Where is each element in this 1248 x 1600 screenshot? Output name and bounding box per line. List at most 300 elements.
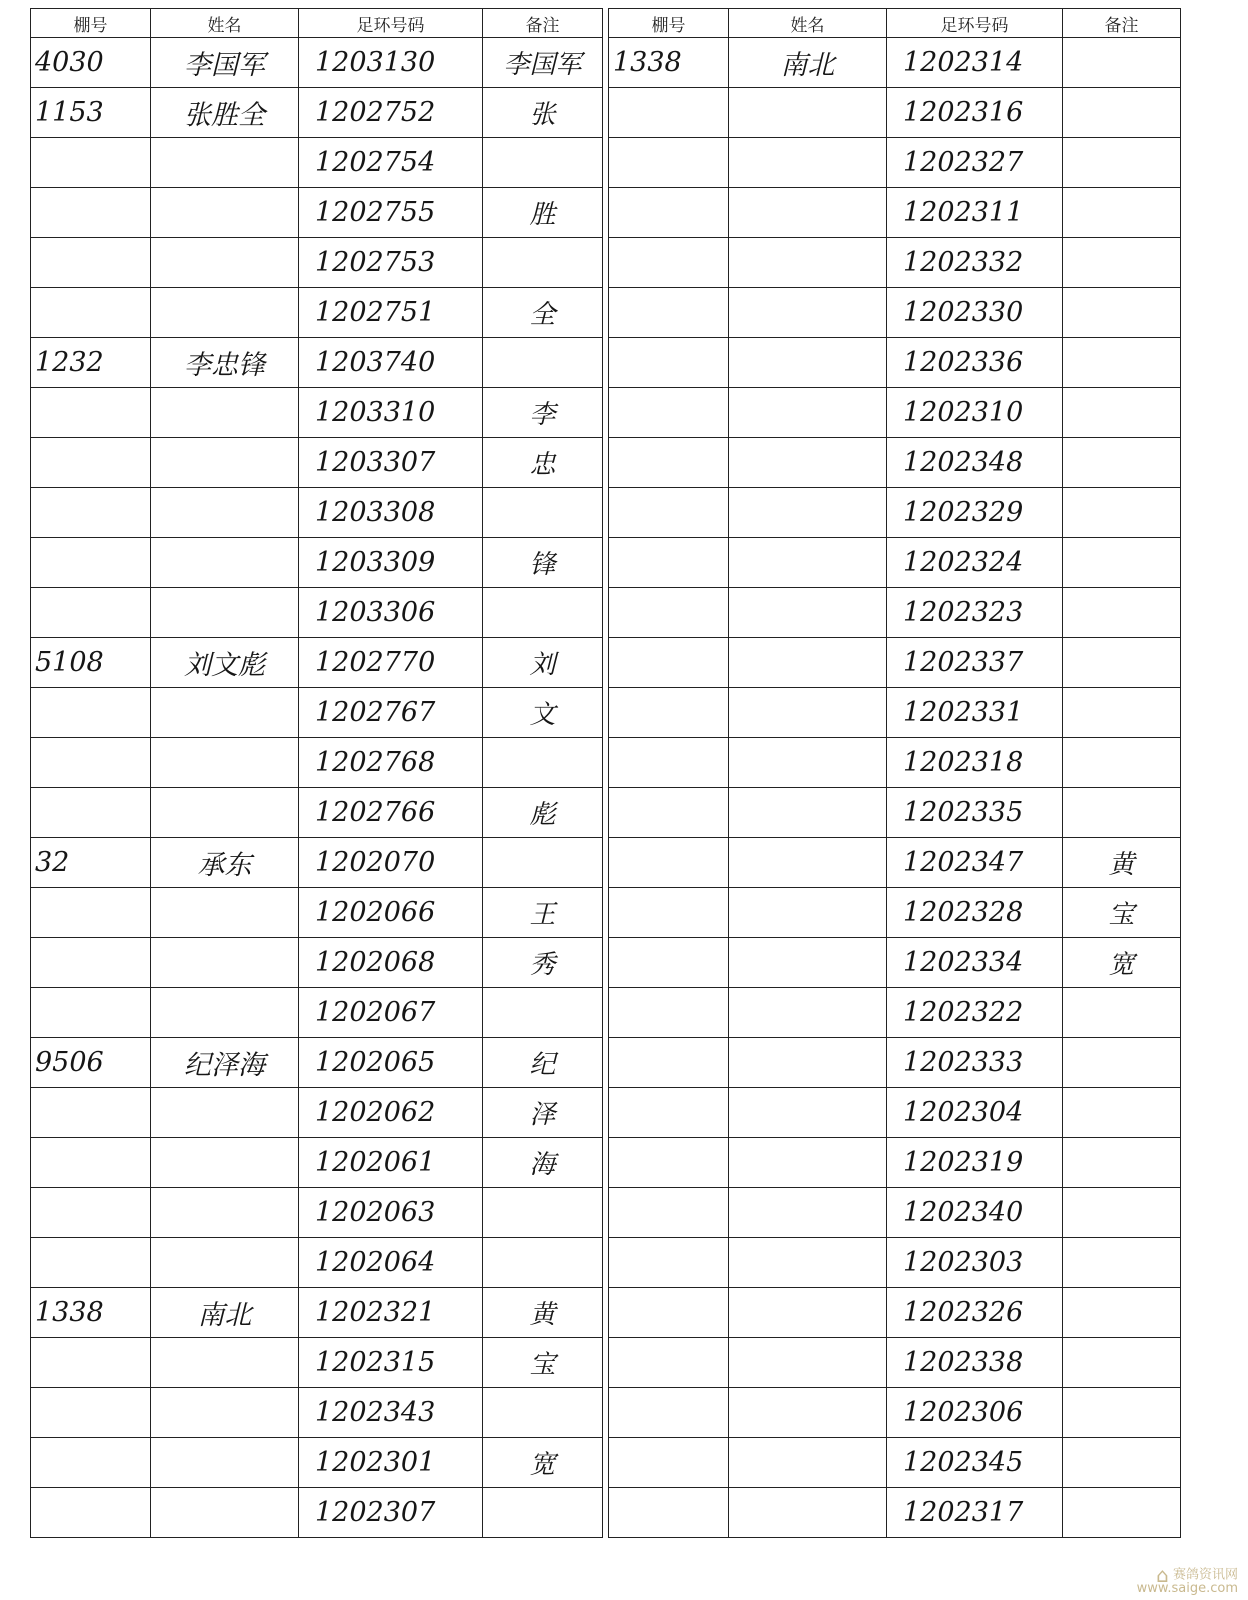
cell-ring: 1202314 [887, 38, 1063, 88]
cell-name [151, 1488, 299, 1538]
cell-ring: 1202067 [299, 988, 483, 1038]
cell-ring: 1202768 [299, 738, 483, 788]
cell-shed: 1153 [31, 88, 151, 138]
cell-shed [31, 738, 151, 788]
cell-shed [31, 238, 151, 288]
table-row [31, 1488, 603, 1538]
cell-name [151, 788, 299, 838]
table-row [609, 588, 1181, 638]
cell-name [151, 988, 299, 1038]
cell-note [1063, 1038, 1181, 1088]
cell-shed [609, 738, 729, 788]
cell-shed [609, 1438, 729, 1488]
table-row [609, 38, 1181, 88]
cell-ring: 1202063 [299, 1188, 483, 1238]
table-row [31, 1238, 603, 1288]
table-row [31, 538, 603, 588]
table-row [31, 1188, 603, 1238]
cell-shed [609, 788, 729, 838]
cell-name [151, 1338, 299, 1388]
cell-note [483, 988, 603, 1038]
cell-name [729, 1038, 887, 1088]
cell-note [483, 238, 603, 288]
cell-shed [609, 488, 729, 538]
cell-name [729, 238, 887, 288]
cell-shed [609, 1088, 729, 1138]
cell-shed [609, 1488, 729, 1538]
cell-name [729, 588, 887, 638]
cell-ring: 1202337 [887, 638, 1063, 688]
cell-ring: 1203307 [299, 438, 483, 488]
table-row [31, 888, 603, 938]
table-row [609, 1338, 1181, 1388]
table-row [609, 1038, 1181, 1088]
cell-note [1063, 1388, 1181, 1438]
cell-ring: 1202751 [299, 288, 483, 338]
cell-name [729, 488, 887, 538]
table-row [609, 1138, 1181, 1188]
cell-ring: 1202333 [887, 1038, 1063, 1088]
cell-name [729, 438, 887, 488]
table-row [609, 338, 1181, 388]
cell-shed [31, 1238, 151, 1288]
watermark [1136, 1562, 1238, 1597]
cell-name [151, 438, 299, 488]
table-row [31, 288, 603, 338]
cell-note: 纪 [483, 1038, 603, 1088]
table-row [31, 1138, 603, 1188]
table-row [31, 1038, 603, 1088]
cell-ring: 1203306 [299, 588, 483, 638]
cell-note [1063, 538, 1181, 588]
cell-note [483, 588, 603, 638]
table-row [609, 488, 1181, 538]
cell-shed: 9506 [31, 1038, 151, 1088]
watermark-text: 赛鸽资讯网 [1172, 1567, 1238, 1582]
header-ring: 足环号码 [299, 9, 483, 38]
cell-note [1063, 738, 1181, 788]
header-name: 姓名 [151, 9, 299, 38]
cell-shed [609, 1238, 729, 1288]
table-row [609, 638, 1181, 688]
cell-note: 刘 [483, 638, 603, 688]
cell-shed [609, 1138, 729, 1188]
cell-shed [31, 438, 151, 488]
cell-note [1063, 388, 1181, 438]
table-row [31, 788, 603, 838]
cell-name: 南北 [729, 38, 887, 88]
cell-shed [31, 188, 151, 238]
cell-ring: 1203308 [299, 488, 483, 538]
cell-note [483, 138, 603, 188]
cell-name [151, 488, 299, 538]
table-row [609, 888, 1181, 938]
cell-shed [31, 538, 151, 588]
cell-note: 李国军 [483, 38, 603, 88]
cell-name [729, 788, 887, 838]
cell-ring: 1202330 [887, 288, 1063, 338]
cell-ring: 1202336 [887, 338, 1063, 388]
table-row [31, 638, 603, 688]
cell-note: 秀 [483, 938, 603, 988]
cell-name [151, 738, 299, 788]
table-row [609, 838, 1181, 888]
cell-ring: 1202315 [299, 1338, 483, 1388]
table-row [609, 1488, 1181, 1538]
cell-note [1063, 1288, 1181, 1338]
cell-shed: 5108 [31, 638, 151, 688]
cell-shed [31, 1438, 151, 1488]
cell-shed [609, 388, 729, 438]
cell-name: 张胜全 [151, 88, 299, 138]
cell-note: 李 [483, 388, 603, 438]
cell-note: 宝 [483, 1338, 603, 1388]
cell-note [483, 488, 603, 538]
table-row [31, 1388, 603, 1438]
cell-note [1063, 1188, 1181, 1238]
cell-name [729, 1088, 887, 1138]
table-row [609, 238, 1181, 288]
cell-name [729, 188, 887, 238]
cell-shed [31, 288, 151, 338]
table-row [31, 138, 603, 188]
cell-name [151, 188, 299, 238]
cell-ring: 1202068 [299, 938, 483, 988]
cell-ring: 1202766 [299, 788, 483, 838]
cell-note: 锋 [483, 538, 603, 588]
cell-name [729, 1438, 887, 1488]
right-register-table [608, 8, 1181, 1538]
cell-ring: 1202316 [887, 88, 1063, 138]
cell-note [483, 338, 603, 388]
cell-shed [609, 588, 729, 638]
left-header-row [31, 9, 603, 38]
cell-ring: 1202070 [299, 838, 483, 888]
cell-shed [609, 638, 729, 688]
cell-note [1063, 338, 1181, 388]
cell-name [729, 1488, 887, 1538]
header-note: 备注 [483, 9, 603, 38]
cell-name [729, 88, 887, 138]
header-shed: 棚号 [31, 9, 151, 38]
table-row [31, 1288, 603, 1338]
table-row [609, 1088, 1181, 1138]
cell-note: 胜 [483, 188, 603, 238]
cell-shed [31, 788, 151, 838]
cell-name [729, 1388, 887, 1438]
cell-shed [31, 1388, 151, 1438]
cell-name [151, 288, 299, 338]
cell-ring: 1202340 [887, 1188, 1063, 1238]
cell-shed: 1232 [31, 338, 151, 388]
table-row [31, 1088, 603, 1138]
cell-note: 王 [483, 888, 603, 938]
table-row [31, 1438, 603, 1488]
table-row [31, 438, 603, 488]
cell-shed [609, 1388, 729, 1438]
table-row [609, 738, 1181, 788]
table-row [31, 988, 603, 1038]
cell-name [151, 538, 299, 588]
cell-shed: 32 [31, 838, 151, 888]
cell-name [729, 938, 887, 988]
cell-shed [31, 988, 151, 1038]
cell-ring: 1202755 [299, 188, 483, 238]
cell-ring: 1203740 [299, 338, 483, 388]
table-row [609, 1238, 1181, 1288]
table-row [609, 438, 1181, 488]
header-note: 备注 [1063, 9, 1181, 38]
cell-ring: 1202301 [299, 1438, 483, 1488]
cell-note [1063, 588, 1181, 638]
left-register-table [30, 8, 603, 1538]
table-row [31, 588, 603, 638]
cell-shed [609, 1288, 729, 1338]
cell-ring: 1202306 [887, 1388, 1063, 1438]
left-table-body [31, 38, 603, 1538]
cell-name [729, 288, 887, 338]
cell-shed [609, 838, 729, 888]
cell-ring: 1202062 [299, 1088, 483, 1138]
cell-shed [31, 1138, 151, 1188]
cell-ring: 1202754 [299, 138, 483, 188]
cell-shed [609, 988, 729, 1038]
cell-ring: 1202307 [299, 1488, 483, 1538]
cell-shed [31, 938, 151, 988]
table-row [31, 38, 603, 88]
cell-name: 南北 [151, 1288, 299, 1338]
cell-note: 海 [483, 1138, 603, 1188]
cell-name [729, 388, 887, 438]
cell-ring: 1202319 [887, 1138, 1063, 1188]
cell-ring: 1202753 [299, 238, 483, 288]
cell-note: 泽 [483, 1088, 603, 1138]
cell-shed [609, 888, 729, 938]
house-logo-icon: ⌂ [1156, 1562, 1169, 1587]
cell-ring: 1202347 [887, 838, 1063, 888]
cell-note [1063, 438, 1181, 488]
cell-shed [609, 1338, 729, 1388]
cell-ring: 1202323 [887, 588, 1063, 638]
cell-name [151, 688, 299, 738]
cell-name [729, 138, 887, 188]
cell-shed [31, 688, 151, 738]
cell-ring: 1202324 [887, 538, 1063, 588]
table-row [31, 88, 603, 138]
cell-ring: 1202343 [299, 1388, 483, 1438]
cell-note: 彪 [483, 788, 603, 838]
table-row [31, 388, 603, 438]
cell-shed [609, 1038, 729, 1088]
cell-ring: 1202335 [887, 788, 1063, 838]
table-row [609, 788, 1181, 838]
cell-note [1063, 1488, 1181, 1538]
cell-name: 刘文彪 [151, 638, 299, 688]
cell-shed [31, 888, 151, 938]
cell-note: 黄 [483, 1288, 603, 1338]
cell-note [483, 738, 603, 788]
cell-ring: 1202770 [299, 638, 483, 688]
header-name: 姓名 [729, 9, 887, 38]
cell-ring: 1202348 [887, 438, 1063, 488]
cell-ring: 1202311 [887, 188, 1063, 238]
table-row [31, 688, 603, 738]
cell-note [483, 1188, 603, 1238]
cell-note: 张 [483, 88, 603, 138]
cell-name: 承东 [151, 838, 299, 888]
table-row [31, 1338, 603, 1388]
cell-note [1063, 788, 1181, 838]
cell-shed [31, 488, 151, 538]
table-row [609, 188, 1181, 238]
cell-name [151, 1188, 299, 1238]
cell-shed [31, 388, 151, 438]
cell-shed [609, 688, 729, 738]
cell-ring: 1203309 [299, 538, 483, 588]
cell-ring: 1202328 [887, 888, 1063, 938]
cell-note [1063, 1338, 1181, 1388]
cell-note [1063, 188, 1181, 238]
cell-note [1063, 1438, 1181, 1488]
cell-name: 李忠锋 [151, 338, 299, 388]
cell-ring: 1202317 [887, 1488, 1063, 1538]
cell-note [1063, 688, 1181, 738]
cell-shed [31, 1088, 151, 1138]
cell-note [1063, 1088, 1181, 1138]
cell-ring: 1202338 [887, 1338, 1063, 1388]
cell-ring: 1203130 [299, 38, 483, 88]
cell-shed [31, 1338, 151, 1388]
cell-name [729, 1138, 887, 1188]
cell-ring: 1202321 [299, 1288, 483, 1338]
cell-note [1063, 1238, 1181, 1288]
cell-ring: 1202345 [887, 1438, 1063, 1488]
table-row [31, 938, 603, 988]
table-row [609, 988, 1181, 1038]
cell-ring: 1202752 [299, 88, 483, 138]
cell-note [1063, 38, 1181, 88]
cell-note [1063, 488, 1181, 538]
cell-ring: 1202329 [887, 488, 1063, 538]
cell-ring: 1202310 [887, 388, 1063, 438]
watermark-url: www.saige.com [1136, 1581, 1238, 1596]
cell-note: 宽 [1063, 938, 1181, 988]
cell-name [729, 538, 887, 588]
right-table-body [609, 38, 1181, 1538]
cell-name [729, 1288, 887, 1338]
right-header-row [609, 9, 1181, 38]
table-row [31, 488, 603, 538]
cell-name [151, 888, 299, 938]
cell-ring: 1202304 [887, 1088, 1063, 1138]
cell-name [729, 988, 887, 1038]
cell-ring: 1202303 [887, 1238, 1063, 1288]
cell-shed [609, 188, 729, 238]
cell-note [1063, 138, 1181, 188]
cell-note: 全 [483, 288, 603, 338]
cell-shed [609, 938, 729, 988]
table-row [609, 688, 1181, 738]
cell-name [729, 338, 887, 388]
cell-note [483, 1488, 603, 1538]
cell-shed [609, 438, 729, 488]
cell-name [729, 888, 887, 938]
cell-shed: 4030 [31, 38, 151, 88]
cell-shed [609, 138, 729, 188]
cell-shed [31, 1488, 151, 1538]
cell-note [483, 1238, 603, 1288]
table-row [31, 338, 603, 388]
cell-shed [609, 238, 729, 288]
cell-ring: 1202331 [887, 688, 1063, 738]
cell-name [151, 588, 299, 638]
cell-note [1063, 988, 1181, 1038]
cell-name [151, 1238, 299, 1288]
cell-ring: 1202326 [887, 1288, 1063, 1338]
cell-shed [609, 88, 729, 138]
cell-note: 宝 [1063, 888, 1181, 938]
cell-name [151, 238, 299, 288]
cell-name [729, 1338, 887, 1388]
cell-ring: 1202332 [887, 238, 1063, 288]
cell-name [151, 1138, 299, 1188]
table-row [31, 838, 603, 888]
table-row [609, 88, 1181, 138]
cell-name [729, 638, 887, 688]
table-row [609, 1388, 1181, 1438]
cell-note [1063, 288, 1181, 338]
cell-ring: 1202327 [887, 138, 1063, 188]
header-ring: 足环号码 [887, 9, 1063, 38]
table-row [31, 738, 603, 788]
cell-shed: 1338 [31, 1288, 151, 1338]
table-row [609, 938, 1181, 988]
cell-shed [31, 1188, 151, 1238]
cell-ring: 1202767 [299, 688, 483, 738]
table-row [31, 238, 603, 288]
cell-ring: 1202318 [887, 738, 1063, 788]
table-row [609, 1288, 1181, 1338]
cell-shed [609, 338, 729, 388]
table-row [609, 1188, 1181, 1238]
cell-note [1063, 238, 1181, 288]
cell-ring: 1202065 [299, 1038, 483, 1088]
cell-note [1063, 638, 1181, 688]
cell-note: 文 [483, 688, 603, 738]
cell-ring: 1202064 [299, 1238, 483, 1288]
cell-note: 黄 [1063, 838, 1181, 888]
cell-ring: 1202322 [887, 988, 1063, 1038]
cell-shed [31, 588, 151, 638]
cell-name: 李国军 [151, 38, 299, 88]
cell-note [483, 1388, 603, 1438]
cell-note: 宽 [483, 1438, 603, 1488]
table-row [609, 388, 1181, 438]
table-row [609, 288, 1181, 338]
cell-name [729, 688, 887, 738]
cell-ring: 1202334 [887, 938, 1063, 988]
cell-note: 忠 [483, 438, 603, 488]
cell-shed [609, 538, 729, 588]
cell-ring: 1202061 [299, 1138, 483, 1188]
table-row [609, 1438, 1181, 1488]
cell-shed [31, 138, 151, 188]
cell-name [729, 838, 887, 888]
cell-note [483, 838, 603, 888]
cell-name: 纪泽海 [151, 1038, 299, 1088]
cell-name [151, 1388, 299, 1438]
cell-name [729, 1188, 887, 1238]
